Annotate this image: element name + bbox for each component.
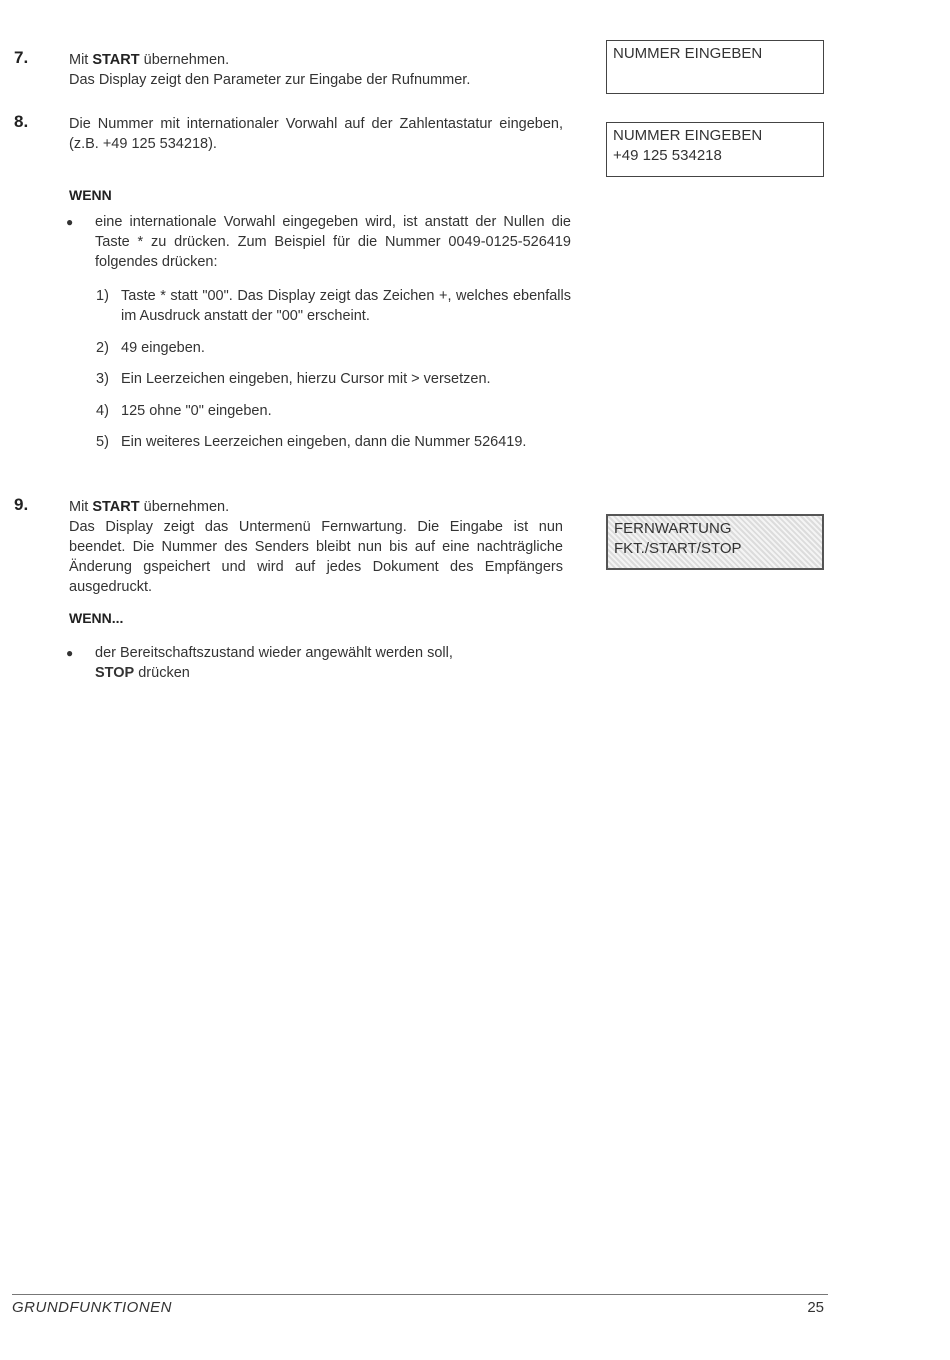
substep [96,338,571,358]
condition-heading: WENN... [69,610,124,626]
substep-text: 49 eingeben. [121,340,205,356]
step-line: Mit START übernehmen. [69,499,230,515]
step-number: 7. [14,48,29,67]
footer-section-title: GRUNDFUNKTIONEN [12,1299,172,1316]
substep [96,369,571,389]
substep [96,401,571,421]
step-text: Die Nummer mit internationaler Vorwahl auf der Zahlentastatur eingeben, (z.B. +49 125 534218). [69,116,563,152]
substep-number: 1) [96,288,109,304]
display-line: NUMMER EINGEBEN [613,127,763,144]
lcd-display [606,122,824,177]
step-line: Mit START übernehmen. [69,52,230,68]
step-text [69,50,569,90]
bullet-text: eine internationale Vorwahl eingegeben wird, ist anstatt der Nullen die Taste * zu drücken. Zum Beispiel für die Nummer 0049-0125-526419 folgendes drücken: [95,214,571,270]
display-line: FKT./START/STOP [614,540,742,557]
bullet-item [66,212,571,272]
display-line: NUMMER EINGEBEN [613,45,763,62]
page-number: 25 [807,1299,824,1316]
key-label: STOP [95,665,135,681]
condition-heading: WENN [69,187,112,203]
footer-divider [12,1294,828,1295]
substep-number: 5) [96,434,109,450]
lcd-display [606,40,824,94]
substep-number: 2) [96,340,109,356]
substep-text: 125 ohne "0" eingeben. [121,403,272,419]
step-line: Das Display zeigt das Untermenü Fernwartung. Die Eingabe ist nun beendet. Die Nummer des Senders bleibt nun bis auf eine nachträgliche Änderung gspeichert und wird auf jedes Dokument des Empfängers ausgedruckt. [69,519,563,595]
bullet-icon: ● [66,215,74,229]
display-line: +49 125 534218 [613,147,722,164]
lcd-display [606,514,824,570]
substep-text: Taste * statt "00". Das Display zeigt das Zeichen +, welches ebenfalls im Ausdruck anstatt der "00" erscheint. [121,288,571,324]
substep-text: Ein weiteres Leerzeichen eingeben, dann die Nummer 526419. [121,434,527,450]
bullet-icon: ● [66,646,74,660]
step-number: 8. [14,112,29,131]
substep-text: Ein Leerzeichen eingeben, hierzu Cursor mit > versetzen. [121,371,491,387]
substep [96,286,571,326]
bullet-item [66,643,536,683]
step-text [69,497,563,597]
step-line: Das Display zeigt den Parameter zur Eingabe der Rufnummer. [69,72,471,88]
display-line: FERNWARTUNG [614,520,732,537]
substep [96,432,571,452]
step-number: 9. [14,495,29,514]
substep-number: 4) [96,403,109,419]
bullet-text: der Bereitschaftszustand wieder angewählt werden soll, STOP drücken [95,645,453,681]
key-label: START [92,499,140,515]
key-label: START [92,52,140,68]
substep-number: 3) [96,371,109,387]
